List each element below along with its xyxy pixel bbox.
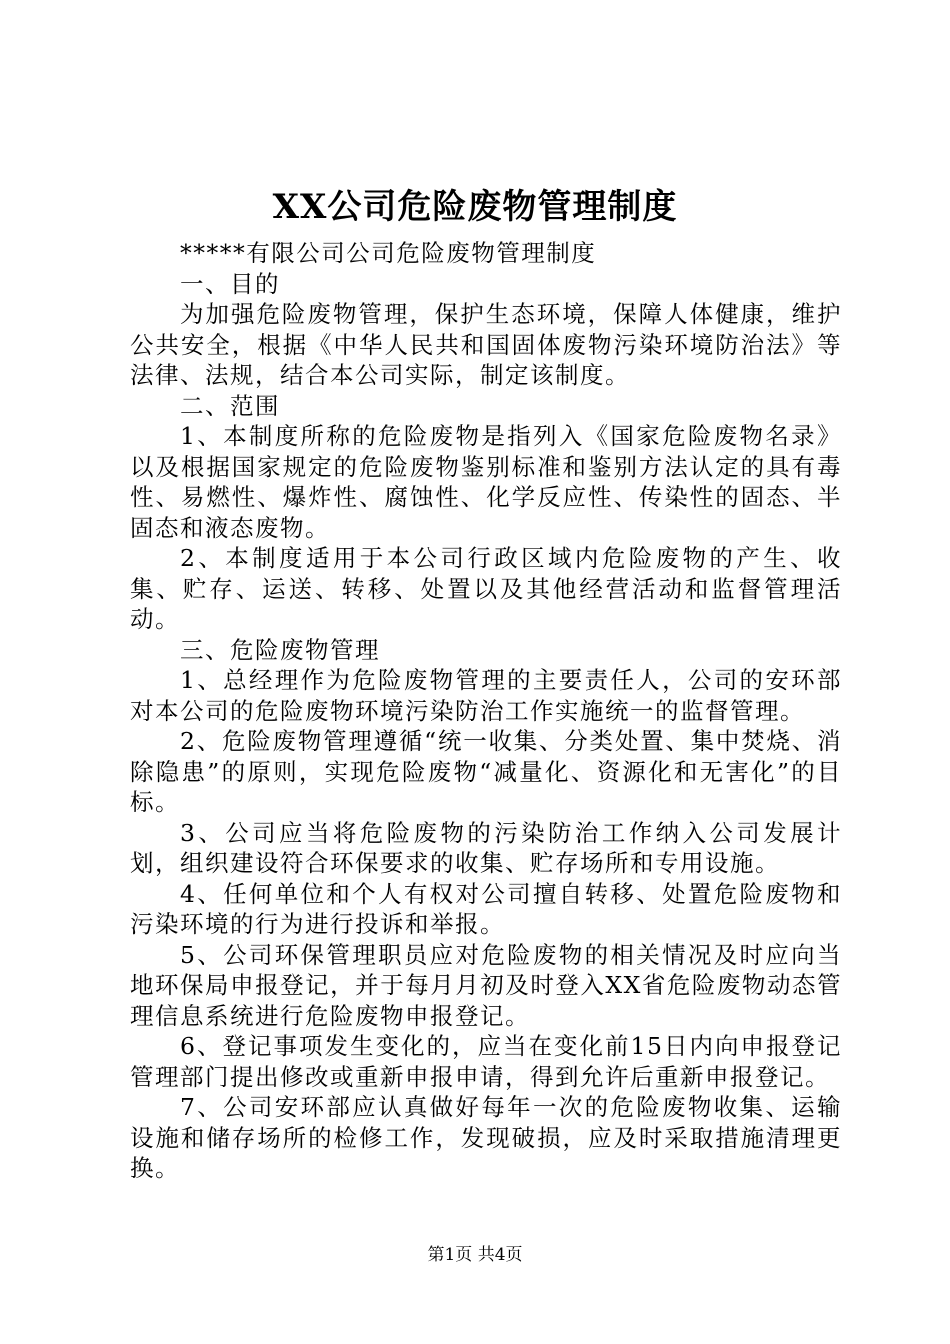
paragraph: 4、任何单位和个人有权对公司擅自转移、处置危险废物和污染环境的行为进行投诉和举报。 bbox=[130, 879, 842, 938]
document-subtitle: *****有限公司公司危险废物管理制度 bbox=[180, 239, 597, 267]
paragraph: 2、危险废物管理遵循“统一收集、分类处置、集中焚烧、消除隐患”的原则，实现危险废物“减量化、资源化和无害化”的目标。 bbox=[130, 727, 842, 816]
paragraph: 3、公司应当将危险废物的污染防治工作纳入公司发展计划，组织建设符合环保要求的收集、贮存场所和专用设施。 bbox=[130, 818, 842, 877]
document-title: XX公司危险废物管理制度 bbox=[272, 187, 678, 227]
paragraph: 为加强危险废物管理，保护生态环境，保障人体健康，维护公共安全，根据《中华人民共和国固体废物污染环境防治法》等法律、法规，结合本公司实际，制定该制度。 bbox=[130, 300, 842, 389]
section-heading-management: 三、危险废物管理 bbox=[180, 635, 380, 664]
paragraph: 2、本制度适用于本公司行政区域内危险废物的产生、收集、贮存、运送、转移、处置以及其他经营活动和监督管理活动。 bbox=[130, 544, 842, 633]
paragraph: 7、公司安环部应认真做好每年一次的危险废物收集、运输设施和储存场所的检修工作，发现破损，应及时采取措施清理更换。 bbox=[130, 1093, 842, 1182]
paragraph: 5、公司环保管理职员应对危险废物的相关情况及时应向当地环保局申报登记，并于每月月初及时登入XX省危险废物动态管理信息系统进行危险废物申报登记。 bbox=[130, 940, 842, 1030]
section-heading-purpose: 一、目的 bbox=[180, 269, 280, 298]
paragraph: 1、本制度所称的危险废物是指列入《国家危险废物名录》以及根据国家规定的危险废物鉴别标准和鉴别方法认定的具有毒性、易燃性、爆炸性、腐蚀性、化学反应性、传染性的固态、半固态和液态废物。 bbox=[130, 422, 842, 542]
section-heading-scope: 二、范围 bbox=[180, 391, 280, 420]
document-body bbox=[130, 238, 842, 1184]
paragraph: 6、登记事项发生变化的，应当在变化前15日内向申报登记管理部门提出修改或重新申报申请，得到允许后重新申报登记。 bbox=[130, 1032, 842, 1091]
page-number-footer: 第1页 共4页 bbox=[427, 1245, 523, 1265]
paragraph: 1、总经理作为危险废物管理的主要责任人，公司的安环部对本公司的危险废物环境污染防治工作实施统一的监督管理。 bbox=[130, 666, 842, 725]
